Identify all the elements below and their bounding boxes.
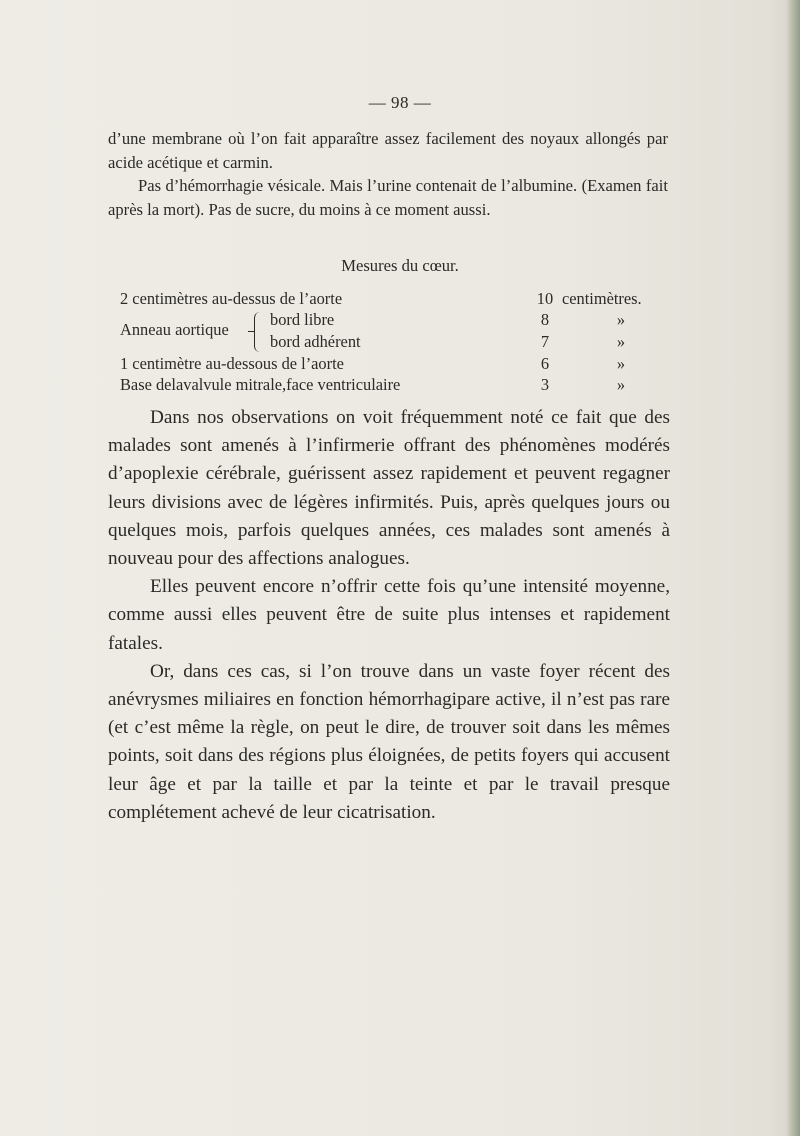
- page-edge-shadow: [786, 0, 800, 1136]
- measure-unit: »: [616, 375, 626, 394]
- measure-unit: centimètres.: [562, 289, 642, 308]
- measure-row: [120, 332, 680, 354]
- measure-label: Base delavalvule mitrale,face ventriculaire: [120, 375, 401, 394]
- measure-value: 3: [540, 375, 550, 394]
- intro-paragraph: Pas d’hémorrhagie vésicale. Mais l’urine contenait de l’albumine. (Examen fait après la mort). Pas de sucre, du moins à ce moment aussi.: [108, 176, 668, 219]
- body-text: [108, 404, 670, 827]
- measure-value: 8: [540, 310, 550, 329]
- measure-row: [120, 289, 680, 311]
- intro-paragraph: d’une membrane où l’on fait apparaître assez facilement des noyaux allongés par acide acétique et carmin.: [108, 129, 668, 172]
- measure-value: 6: [540, 354, 550, 373]
- measure-unit: »: [616, 332, 626, 351]
- page-number: — 98 —: [368, 93, 432, 112]
- measure-label: bord adhérent: [270, 332, 361, 351]
- measure-row: [120, 354, 680, 376]
- body-paragraph: Elles peuvent encore n’offrir cette fois qu’une intensité moyenne, comme aussi elles peuvent être de suite plus intenses et rapidement fatales.: [108, 576, 670, 654]
- measure-value: 7: [540, 332, 550, 351]
- measure-unit: »: [616, 354, 626, 373]
- measure-row: [120, 375, 680, 397]
- intro-text: [108, 127, 668, 221]
- measure-label: bord libre: [270, 310, 335, 329]
- group-label: Anneau aortique: [120, 320, 229, 339]
- measures-title: Mesures du cœur.: [341, 256, 459, 275]
- body-paragraph: Or, dans ces cas, si l’on trouve dans un vaste foyer récent des anévrysmes miliaires en fonction hémorrhagipare active, il n’est pas rare (et c’est même la règle, on peut le dire, de trouver soit dans les mêmes points, soit dans des régions plus éloignées, de petits foyers qui accusent leur âge et par la taille et par la teinte et par le travail presque complétement achevé de leur cicatrisation.: [108, 660, 670, 823]
- measure-label: 2 centimètres au-dessus de l’aorte: [120, 289, 343, 308]
- measure-label: 1 centimètre au-dessous de l’aorte: [120, 354, 344, 373]
- body-paragraph: Dans nos observations on voit fréquemment noté ce fait que des malades sont amenés à l’infirmerie offrant des phénomènes modérés d’apoplexie cérébrale, guérissent assez rapidement et peuvent regagner leurs divisions avec de légères infirmités. Puis, après quelques jours ou quelques mois, parfois quelques années, ces malades sont amenés à nouveau pour des affections analogues.: [108, 407, 670, 570]
- measure-unit: »: [616, 310, 626, 329]
- measure-row: [120, 310, 680, 332]
- measure-value: 10: [536, 289, 554, 308]
